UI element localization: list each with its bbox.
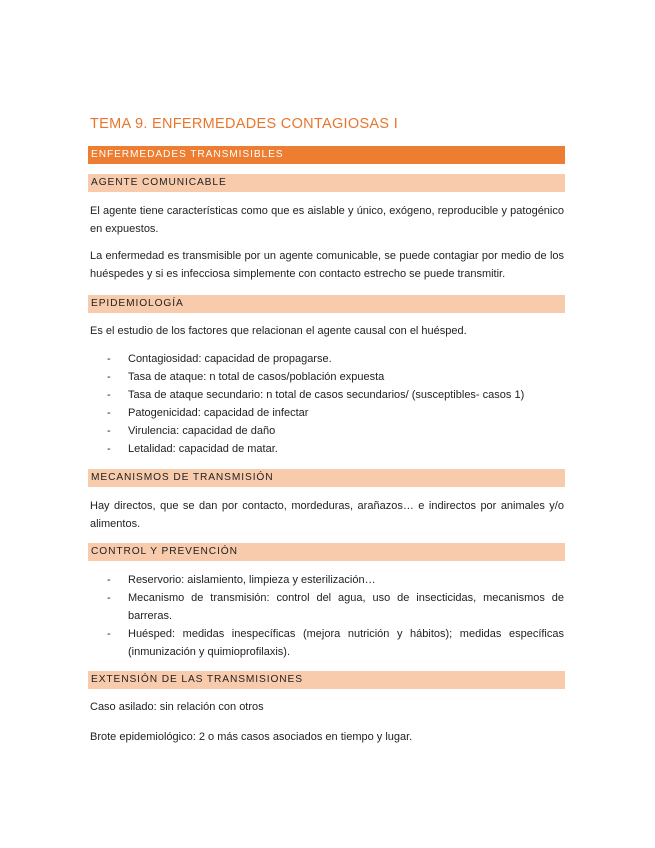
paragraph-mecanismos: Hay directos, que se dan por contacto, mordeduras, arañazos… e indirectos por animales y/o alimentos. [90, 500, 564, 530]
list-item: - Mecanismo de transmisión: control del agua, uso de insecticidas, mecanismos de barreras. [107, 592, 564, 622]
heading-agente-comunicable: AGENTE COMUNICABLE [88, 174, 565, 192]
list-item: - Contagiosidad: capacidad de propagarse. [107, 353, 332, 365]
paragraph-extension-2: Brote epidemiológico: 2 o más casos asociados en tiempo y lugar. [90, 731, 413, 743]
list-item: - Tasa de ataque: n total de casos/población expuesta [107, 371, 385, 383]
heading-mecanismos: MECANISMOS DE TRANSMISIÓN [88, 469, 565, 487]
list-epidemiologia [90, 350, 564, 458]
paragraph-epidemiologia: Es el estudio de los factores que relacionan el agente causal con el huésped. [90, 325, 467, 337]
list-item: - Huésped: medidas inespecíficas (mejora nutrición y hábitos); medidas específicas (inmunización y quimioprofilaxis). [107, 628, 564, 658]
list-item: - Letalidad: capacidad de matar. [107, 443, 278, 455]
heading-epidemiologia: EPIDEMIOLOGÍA [88, 295, 565, 313]
paragraph-agente-2: La enfermedad es transmisible por un agente comunicable, se puede contagiar por medio de los huéspedes y si es infecciosa simplemente con contacto estrecho se puede transmitir. [90, 250, 564, 280]
list-control [90, 571, 564, 661]
page-title: TEMA 9. ENFERMEDADES CONTAGIOSAS I [90, 116, 399, 132]
list-item: - Tasa de ataque secundario: n total de casos secundarios/ (susceptibles- casos 1) [107, 389, 525, 401]
list-item: - Virulencia: capacidad de daño [107, 425, 276, 437]
list-item: - Reservorio: aislamiento, limpieza y esterilización… [107, 574, 376, 586]
section-band-enfermedades-transmisibles: ENFERMEDADES TRANSMISIBLES [88, 146, 565, 164]
heading-extension: EXTENSIÓN DE LAS TRANSMISIONES [88, 671, 565, 689]
heading-control: CONTROL Y PREVENCIÓN [88, 543, 565, 561]
paragraph-extension-1: Caso asilado: sin relación con otros [90, 701, 264, 713]
list-item: - Patogenicidad: capacidad de infectar [107, 407, 309, 419]
paragraph-agente-1: El agente tiene características como que es aislable y único, exógeno, reproducible y patogénico en expuestos. [90, 205, 564, 235]
